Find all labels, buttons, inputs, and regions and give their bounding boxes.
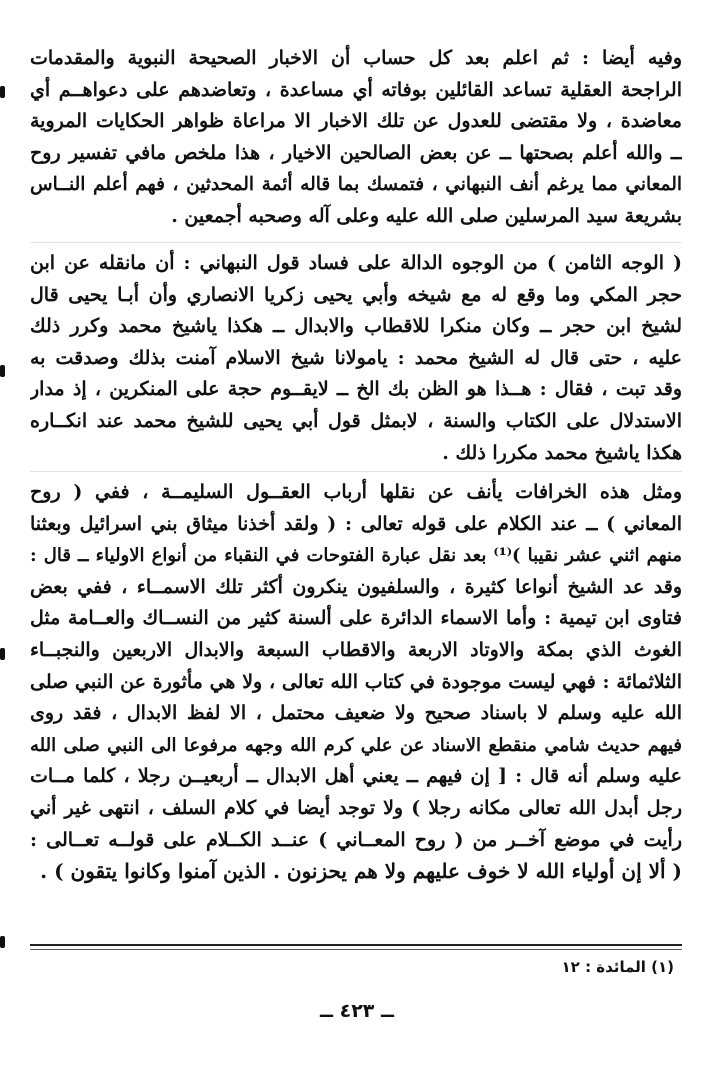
text-line: بشريعة سيد المرسلين صلى الله عليه وعلى آله وصحبه أجمعين . — [171, 204, 682, 227]
paragraph-divider — [30, 242, 682, 243]
text-line: ( الوجه الثامن ) من الوجوه الدالة على فساد قول النبهاني : أن مانقله عن ابن — [30, 252, 682, 274]
text-line: الغوث الذي بمكة والاوتاد الاربعة والاقطاب السبعة والابدال الاربعين والنجبــاء — [30, 638, 682, 661]
text-line: فتاوى ابن تيمية : وأما الاسماء الدائرة على ألسنة كثير من النســاك والعــامة مثل — [30, 607, 682, 630]
paragraph-2 — [30, 248, 682, 469]
text-line: ــ والله أعلم بصحتها ــ عن بعض الصالحين الاخيار ، هذا ملخص مافي تفسير روح — [30, 141, 682, 164]
text-line: المعاني مما يرغم أنف النبهاني ، فتمسك بما قاله أئمة المحدثين ، فهم أعلم النــاس — [30, 174, 682, 196]
text-line: حجر المكي وما وقع له مع شيخه وأبي يحيى زكريا الانصاري وأن أبـا يحيى قال — [30, 283, 682, 306]
text-line: رأيت في موضع آخــر من ( روح المعــاني ) عنــد الكــلام على قولــه تعــالى : — [30, 828, 682, 851]
text-line: معاضدة ، ولا مقتضى للعدول عن تلك الاخبار الا مراعاة ظواهر الحكايات المروية — [30, 110, 682, 133]
text-line: هكذا ياشيخ محمد مكررا ذلك . — [442, 441, 682, 464]
footnote: (١) المائدة : ١٢ — [561, 958, 674, 976]
text-line: عليه وسلم أنه قال : [ إن فيهم ــ يعني أهل الابدال ــ أربعيــن رجلا ، كلما مــات — [30, 765, 682, 788]
scan-mark — [0, 936, 5, 948]
text-line: ومثل هذه الخرافات يأنف عن نقلها أرباب العقــول السليمــة ، ففي ( روح — [30, 481, 682, 503]
text-line: وقد عد الشيخ أنواعا كثيرة ، والسلفيون ينكرون أكثر تلك الاسمــاء ، ففي بعض — [30, 575, 682, 598]
text-line: الله عليه وسلم لا باسناد صحيح ولا ضعيف محتمل ، الا لفظ الابدال ، فقد روى — [30, 702, 682, 725]
text-line: لشيخ ابن حجر ــ وكان منكرا للاقطاب والابدال ــ هكذا ياشيخ محمد وكرر ذلك — [30, 315, 682, 338]
text-line: المعاني ) ــ عند الكلام على قوله تعالى : ( ولقد أخذنا ميثاق بني اسرائيل وبعثنا — [30, 512, 682, 535]
paragraph-1 — [30, 43, 682, 233]
paragraph-divider — [30, 471, 682, 472]
text-line: وقد تبت ، فقال : هــذا هو الظن بك الخ ــ لايقــوم حجة على المنكرين ، إذ مدار — [30, 378, 682, 401]
scan-mark — [0, 86, 5, 98]
text-line: الاستدلال على الكتاب والسنة ، لابمثل قول أبي يحيى للشيخ محمد عند انكــاره — [30, 409, 682, 432]
page-number: ــ ٤٢٣ ــ — [319, 1000, 394, 1022]
text-line: منهم اثني عشر نقيبا )⁽¹⁾ بعد نقل عبارة الفتوحات في النقباء من أنواع الاولياء ــ قال : — [30, 545, 682, 567]
scan-mark — [0, 648, 5, 660]
scan-mark — [0, 365, 5, 377]
paragraph-3 — [30, 477, 682, 888]
text-line: رجل أبدل الله تعالى مكانه رجلا ) ولا توجد أيضا في كلام السلف ، انتهى غير أني — [30, 796, 682, 819]
text-line: فيهم حديث شامي منقطع الاسناد عن علي كرم الله وجهه مرفوعا الى النبي صلى الله — [30, 734, 682, 756]
footnote-rule — [30, 944, 682, 946]
text-line: عليه ، حتى قال له الشيخ محمد : يامولانا شيخ الاسلام آمنت بذلك وصدقت به — [30, 346, 682, 369]
quran-verse-line: ( ألا إن أولياء الله لا خوف عليهم ولا هم يحزنون . الذين آمنوا وكانوا يتقون ) . — [40, 859, 682, 884]
text-line: الراجحة العقلية تساعد القائلين بوفاته أي مساعدة ، وتعاضدهم على دعواهــم أي — [30, 78, 682, 101]
footnote-rule-thin — [30, 949, 682, 950]
text-line: الثلاثمائة : فهي ليست موجودة في كتاب الله تعالى ، ولا هي مأثورة عن النبي صلى — [30, 670, 682, 693]
text-line: وفيه أيضا : ثم اعلم بعد كل حساب أن الاخبار الصحيحة النبوية والمقدمات — [30, 47, 682, 69]
